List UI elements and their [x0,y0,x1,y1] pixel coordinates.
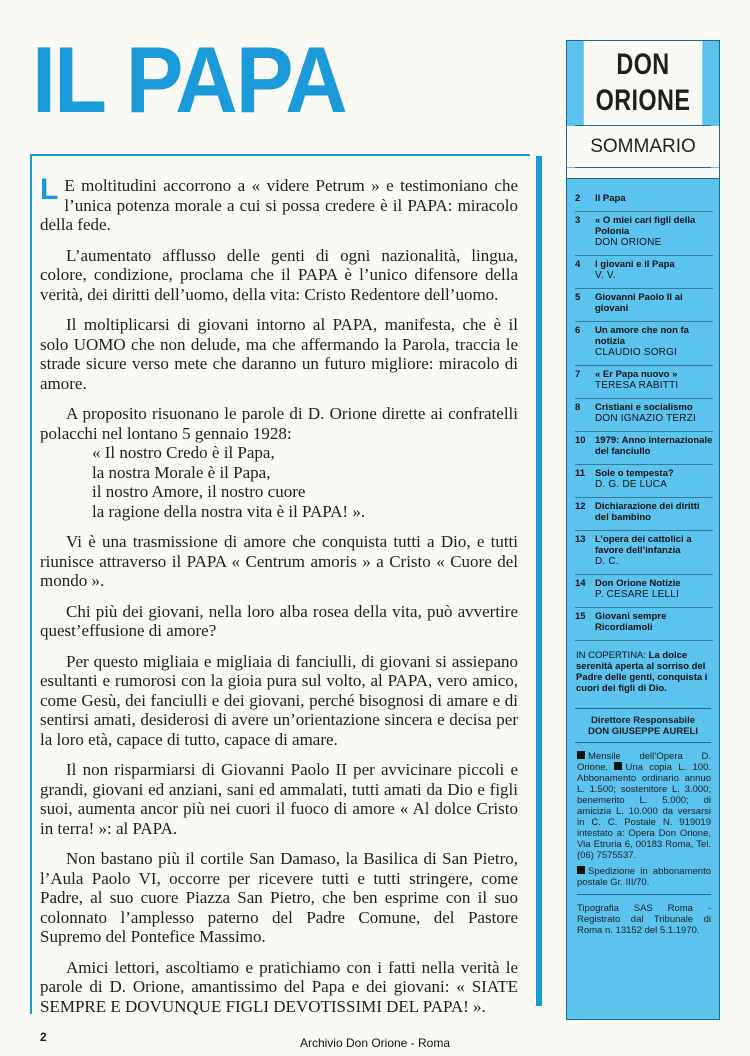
orione-quote [92,443,518,521]
article-paragraph-4: A proposito risuonano le parole di D. Orione dirette ai confratelli polacchi nel lontano 5 gennaio 1928: [40,404,518,443]
printer-info: Tipografia SAS Roma - Registrato dal Tribunale di Roma n. 13152 del 5.1.1970. [577,903,711,936]
toc-item[interactable]: 6 Un amore che non fa notizia CLAUDIO SORGI [575,325,713,366]
archive-footer: Archivio Don Orione - Roma [299,1036,451,1050]
toc-item[interactable]: 14 Don Orione Notizie P. CESARE LELLI [575,578,713,608]
article-body [40,173,518,1027]
postal-info: Spedizione in abbonamento postale Gr. III/70. [577,866,711,895]
quote-line: la ragione della nostra vita è il PAPA! ». [92,501,366,521]
article-paragraph-7: Per questo migliaia e migliaia di fanciulli, di giovani si assiepano esultanti e rumorosi con la gioia pura sul volto, al PAPA, vero amico, come Gesù, dei fanciulli e dei giovani, perché bisognosi di amare e di sentirsi amati, desiderosi di avere un’orientazione sincera e decisa per la loro età, capace di tutto, capace di amare. [40,651,518,749]
cover-text: La dolce serenità aperta al sorriso del Padre delle genti, conquista i cuori dei figli di Dio. [576,650,708,694]
director-label: Direttore Responsabile [591,715,695,726]
article-paragraph-1: L E moltitudini accorrono a « videre Petrum » e testimoniano che l’unica potenza morale a cui si possa credere è il PAPA: miracolo della fede. [40,173,518,234]
square-bullet-icon [614,762,622,770]
square-bullet-icon [577,866,585,874]
director-box [575,708,711,743]
page-headline: IL PAPA [32,27,346,132]
toc-item[interactable]: 2 Il Papa [575,193,713,212]
article-paragraph-2: L’aumentato afflusso delle genti di ogni nazionalità, lingua, colore, condizione, proclama che il PAPA è l’unico difensore della verità, dei diritti dell’uomo, della vita: Cristo Redentore dell’uomo. [40,245,518,304]
toc-item[interactable]: 15 Giovani sempre Ricordiamoli [575,611,713,641]
article-paragraph-8: Il non risparmiarsi di Giovanni Paolo II per avvicinare piccoli e grandi, giovani ed anziani, sani ed ammalati, tutti amati da Dio e figli suoi, aumenta ancor più nei cuori il fuoco di amore « Al dolce Cristo in terra! »: al PAPA. [40,760,518,838]
page-number: 2 [40,1030,47,1044]
square-bullet-icon [577,751,585,759]
toc-item[interactable]: 10 1979: Anno internazionale del fanciullo [575,435,713,465]
article-paragraph-10: Amici lettori, ascoltiamo e pratichiamo con i fatti nella verità le parole di D. Orione, amantissimo del Papa e dei giovani: « SIATE SEMPRE E DOVUNQUE FIGLI DEVOTISSIMI DEL PAPA! ». [40,957,518,1016]
director-name: DON GIUSEPPE AURELI [588,726,698,737]
article-paragraph-5: Vi è una trasmissione di amore che conquista tutti a Dio, e tutti riunisce attraverso il PAPA « Centrum amoris » a Cristo « Cuore del mondo ». [40,532,518,590]
table-of-contents [567,193,719,641]
toc-item[interactable]: 3 « O miei cari figli della Polonia DON ORIONE [575,215,713,256]
quote-line: la nostra Morale è il Papa, [92,462,271,482]
toc-item[interactable]: 13 L’opera dei cattolici a favore dell’infanzia D. C. [575,534,713,575]
cover-caption [567,644,719,694]
quote-line: « Il nostro Credo è il Papa, [92,443,275,462]
magazine-title: DON ORIONE [584,41,703,125]
subscription-info: Mensile dell’Opera D. Orione. Una copia L. 100. Abbonamento ordinario annuo L. 1.500; sostenitore L. 3.000; benemerito L. 5.000; di amicizia L. 10.000 da versarsi in C. C. Postale N. 919019 intestato a: Opera Don Orione, Via Etruria 6, 00183 Roma, Tel. (06) 7575537. Spedizione in abbonamento postale Gr. III/70. [567,743,719,895]
toc-item[interactable]: 11 Sole o tempesta? D. G. DE LUCA [575,468,713,498]
toc-item[interactable]: 8 Cristiani e socialismo DON IGNAZIO TERZI [575,402,713,432]
toc-item[interactable]: 5 Giovanni Paolo II ai giovani [575,292,713,322]
quote-line: il nostro Amore, il nostro cuore [92,482,306,501]
toc-item[interactable]: 12 Dichiarazione dei diritti del bambino [575,501,713,531]
article-paragraph-9: Non bastano più il cortile San Damaso, la Basilica di San Pietro, l’Aula Paolo VI, occorre per ricevere tutti e tutti stringere, come Padre, al suo cuore Piazza San Pietro, che ben esprime con il suo colonnato l’amplesso paterno del Padre Comune, del Pastore Supremo del Pontefice Massimo. [40,849,518,946]
cover-label: IN COPERTINA: [576,650,647,661]
summary-heading: SOMMARIO [567,126,719,167]
article-paragraph-3: Il moltiplicarsi di giovani intorno al PAPA, manifesta, che è il solo UOMO che non delude, ma che affermando la Parola, traccia le strade sicure verso mete che daranno un futuro migliore: miracolo di amore. [40,315,518,393]
summary-sidebar [566,40,720,1020]
article-accent-bar [536,156,542,1006]
drop-cap: L [40,173,59,206]
article-paragraph-6: Chi più dei giovani, nella loro alba rosea della vita, può avvertire quest’effusione di amore? [40,601,518,640]
toc-item[interactable]: 7 « Er Papa nuovo » TERESA RABITTI [575,369,713,399]
toc-item[interactable]: 4 I giovani e il Papa V. V. [575,259,713,289]
